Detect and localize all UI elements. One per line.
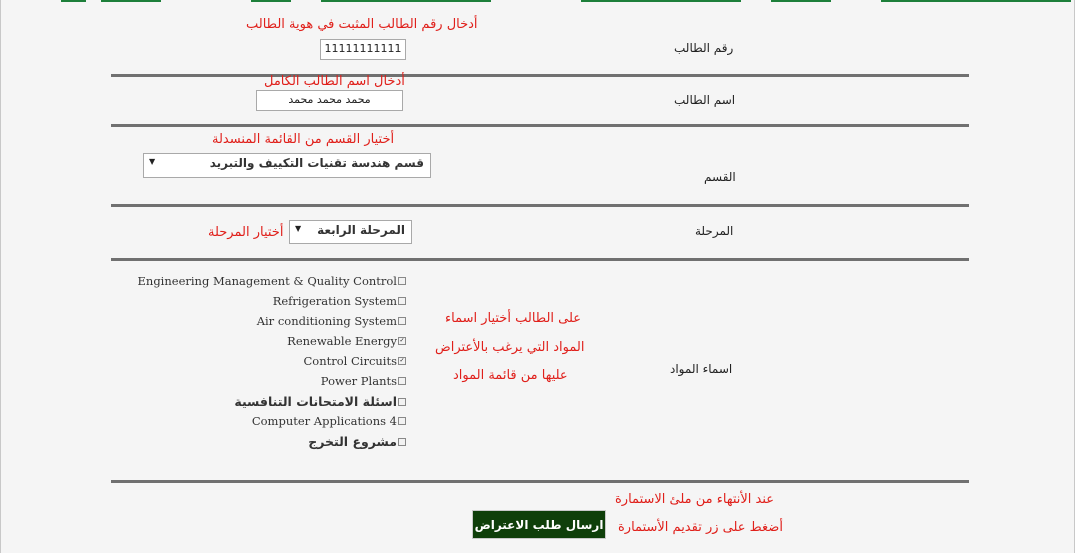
subject-checkbox[interactable] [398,438,406,446]
student-id-input[interactable]: 11111111111 [320,39,406,60]
subject-item[interactable] [138,274,406,288]
subject-checkbox[interactable] [398,398,406,406]
student-id-label: رقم الطالب [674,41,734,55]
top-accent-stripe [101,0,161,2]
subject-checkbox[interactable] [398,317,406,325]
subject-name: اسئلة الامتحانات التنافسية [234,394,397,409]
divider [111,258,969,261]
stage-select[interactable] [289,220,412,244]
department-select[interactable] [143,153,431,178]
subjects-hint-line: على الطالب أختيار اسماء [445,311,582,326]
subject-item[interactable] [273,294,406,308]
subject-item[interactable] [234,394,406,409]
submit-hint-line: عند الأنتهاء من ملئ الاستمارة [615,492,775,507]
subjects-hint-line: المواد التي يرغب بالأعتراض [435,340,585,355]
divider [111,124,969,127]
submit-hint-line: أضغط على زر تقديم الأستمارة [618,520,783,535]
subject-item[interactable] [321,374,406,388]
subject-name: Control Circuits [303,354,397,368]
subject-name: Refrigeration System [272,294,397,308]
stage-label: المرحلة [695,224,734,238]
department-value: قسم هندسة تقنيات التكييف والتبريد [209,156,424,170]
subject-checkbox[interactable]: ✓ [399,357,405,364]
subject-item[interactable] [252,414,406,428]
department-hint: أختيار القسم من القائمة المنسدلة [212,132,395,147]
chevron-down-icon: ▼ [295,224,302,233]
top-accent-stripe [251,0,291,2]
subject-checkbox[interactable]: ✓ [399,337,405,344]
department-label: القسم [704,170,736,184]
subject-name: Power Plants [320,374,397,388]
top-accent-stripe [61,0,86,2]
top-accent-stripe [881,0,1071,2]
top-accent-stripe [321,0,491,2]
subject-name: Renewable Energy [287,334,397,348]
student-name-hint: أدخال اسم الطالب الكامل [264,74,405,89]
subject-item[interactable] [257,314,406,328]
subject-item[interactable] [303,354,406,368]
subject-item[interactable] [308,434,406,449]
subject-name: Air conditioning System [256,314,397,328]
student-name-label: اسم الطالب [674,93,736,107]
top-accent-stripe [581,0,741,2]
chevron-down-icon: ▼ [149,157,156,166]
subjects-hint-line: عليها من قائمة المواد [453,368,568,383]
subject-name: Computer Applications 4 [251,414,397,428]
divider [111,480,969,483]
subject-checkbox[interactable] [398,417,406,425]
student-id-hint: أدخال رقم الطالب المثبت في هوية الطالب [246,17,478,32]
top-accent-stripe [771,0,831,2]
subject-checkbox[interactable] [398,377,406,385]
subject-name: Engineering Management & Quality Control [137,274,397,288]
subject-checkbox[interactable] [398,277,406,285]
subject-name: مشروع التخرج [308,434,397,449]
stage-hint: أختيار المرحلة [208,225,284,240]
divider [111,74,969,77]
submit-objection-button[interactable]: ارسال طلب الاعتراض [472,510,606,539]
subject-item[interactable] [287,334,406,348]
stage-value: المرحلة الرابعة [317,223,405,237]
student-name-input[interactable]: محمد محمد محمد [256,90,403,111]
subjects-label: اسماء المواد [670,362,733,376]
divider [111,204,969,207]
subject-checkbox[interactable] [398,297,406,305]
